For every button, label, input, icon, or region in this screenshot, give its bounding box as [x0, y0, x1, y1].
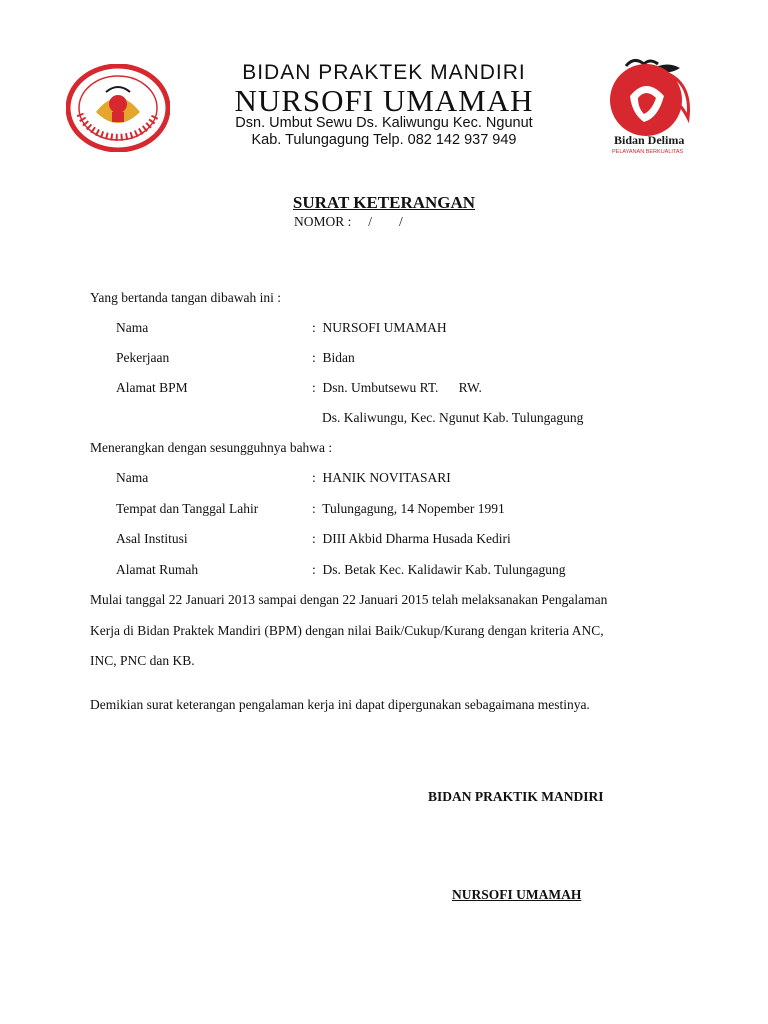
letterhead-address2: Kab. Tulungagung Telp. 082 142 937 949	[251, 132, 517, 148]
signer-address-label: Alamat BPM	[116, 380, 188, 395]
subject-birth-label: Tempat dan Tanggal Lahir	[116, 501, 259, 516]
body-line1: Mulai tanggal 22 Januari 2013 sampai dengan 22 Januari 2015 telah melaksanakan Pengalaman	[90, 592, 608, 607]
subject-birth-value: : Tulungagung, 14 Nopember 1991	[312, 501, 505, 516]
letterhead-name: NURSOFI UMAMAH	[234, 83, 534, 118]
signer-job-label: Pekerjaan	[116, 350, 170, 365]
bidan-delima-tagline: PELAYANAN BERKUALITAS	[612, 149, 684, 155]
signature-title: BIDAN PRAKTIK MANDIRI	[428, 789, 604, 804]
signature-name: NURSOFI UMAMAH	[452, 887, 582, 902]
signer-address-value2: Ds. Kaliwungu, Kec. Ngunut Kab. Tulungagung	[322, 410, 584, 425]
closing-text: Demikian surat keterangan pengalaman kerja ini dapat dipergunakan sebagaimana mestinya.	[90, 697, 590, 712]
subject-name-label: Nama	[116, 470, 149, 485]
subject-institution-value: : DIII Akbid Dharma Husada Kediri	[312, 531, 511, 546]
statement-text: Menerangkan dengan sesungguhnya bahwa :	[90, 440, 333, 455]
subject-home-label: Alamat Rumah	[116, 562, 199, 577]
bidan-delima-logo	[604, 56, 700, 156]
signer-name-value: : NURSOFI UMAMAH	[312, 320, 447, 335]
subject-home-value: : Ds. Betak Kec. Kalidawir Kab. Tulungagung	[312, 562, 566, 577]
bidan-delima-title: Bidan Delima	[614, 133, 685, 147]
subject-name-value: : HANIK NOVITASARI	[312, 470, 451, 485]
subject-institution-label: Asal Institusi	[116, 531, 188, 546]
signer-name-label: Nama	[116, 320, 149, 335]
document-title: SURAT KETERANGAN	[292, 193, 476, 212]
ikatan-bidan-indonesia-logo	[66, 64, 170, 152]
intro-text: Yang bertanda tangan dibawah ini :	[90, 290, 281, 305]
signer-job-value: : Bidan	[312, 350, 355, 365]
body-line3: INC, PNC dan KB.	[90, 653, 195, 668]
letterhead-address1: Dsn. Umbut Sewu Ds. Kaliwungu Kec. Ngunut	[235, 115, 533, 131]
document-number: NOMOR : / /	[294, 214, 403, 229]
signer-address-value: : Dsn. Umbutsewu RT. RW.	[312, 380, 482, 395]
letterhead-line1: BIDAN PRAKTEK MANDIRI	[242, 61, 526, 84]
body-line2: Kerja di Bidan Praktek Mandiri (BPM) dengan nilai Baik/Cukup/Kurang dengan kriteria ANC,	[90, 623, 604, 638]
